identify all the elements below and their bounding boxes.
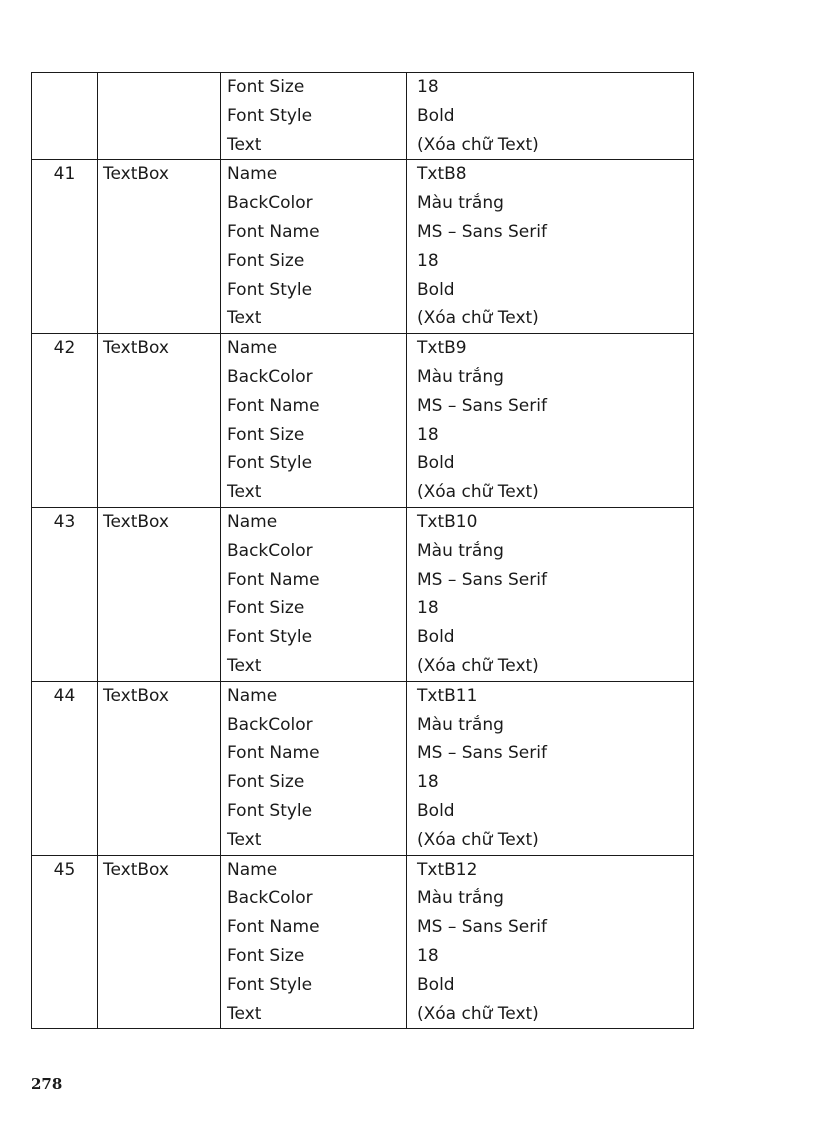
- property-value: TxtB11: [417, 685, 478, 706]
- property-value: 18: [417, 598, 439, 619]
- control-type: TextBox: [103, 164, 169, 185]
- table-row: [32, 507, 694, 681]
- property-name: Font Name: [227, 917, 320, 938]
- control-type-cell: [98, 334, 221, 508]
- property-value: Màu trắng: [417, 888, 504, 909]
- property-name: Text: [227, 482, 262, 503]
- property-value: MS – Sans Serif: [417, 221, 547, 242]
- property-value: 18: [417, 772, 439, 793]
- row-number-cell: [32, 334, 98, 508]
- control-type: TextBox: [103, 859, 169, 880]
- property-value: Bold: [417, 627, 455, 648]
- property-name: BackColor: [227, 193, 313, 214]
- property-values-cell: [407, 681, 694, 855]
- property-name: Font Style: [227, 279, 313, 300]
- control-type: [98, 73, 220, 102]
- property-name: Font Name: [227, 221, 320, 242]
- property-name: Font Size: [227, 250, 305, 271]
- row-number: 42: [53, 338, 76, 359]
- property-names-cell: [221, 681, 407, 855]
- control-type-cell: [98, 160, 221, 334]
- property-name: BackColor: [227, 888, 313, 909]
- property-name: Name: [227, 164, 278, 185]
- property-values-cell: [407, 855, 694, 1029]
- property-names-cell: [221, 507, 407, 681]
- property-names-cell: [221, 160, 407, 334]
- property-value: Bold: [417, 453, 455, 474]
- control-type-cell: [98, 681, 221, 855]
- property-name: Font Size: [227, 945, 305, 966]
- row-number: 43: [53, 511, 76, 532]
- control-type: TextBox: [103, 685, 169, 706]
- property-values-cell: [407, 334, 694, 508]
- property-value: (Xóa chữ Text): [417, 308, 539, 329]
- property-value: MS – Sans Serif: [417, 743, 547, 764]
- property-name: Text: [227, 134, 262, 155]
- property-values-cell: [407, 160, 694, 334]
- property-value: (Xóa chữ Text): [417, 134, 539, 155]
- property-name: Font Style: [227, 105, 313, 126]
- row-number: [32, 73, 97, 102]
- property-value: Bold: [417, 279, 455, 300]
- property-name: Name: [227, 859, 278, 880]
- table-row: [32, 160, 694, 334]
- row-number: 44: [53, 685, 76, 706]
- property-names-cell: [221, 855, 407, 1029]
- row-number-cell: [32, 507, 98, 681]
- property-values-cell: [407, 73, 694, 160]
- property-value: (Xóa chữ Text): [417, 482, 539, 503]
- property-value: MS – Sans Serif: [417, 395, 547, 416]
- property-name: Name: [227, 511, 278, 532]
- property-value: (Xóa chữ Text): [417, 829, 539, 850]
- property-values-cell: [407, 507, 694, 681]
- control-type-cell: [98, 855, 221, 1029]
- row-number: 45: [53, 859, 76, 880]
- property-value: Màu trắng: [417, 540, 504, 561]
- property-value: Màu trắng: [417, 366, 504, 387]
- property-value: Màu trắng: [417, 193, 504, 214]
- row-number-cell: [32, 855, 98, 1029]
- property-value: MS – Sans Serif: [417, 917, 547, 938]
- property-value: MS – Sans Serif: [417, 569, 547, 590]
- table-row: [32, 855, 694, 1029]
- property-name: Font Style: [227, 453, 313, 474]
- row-number-cell: [32, 73, 98, 160]
- property-name: BackColor: [227, 714, 313, 735]
- row-number: 41: [53, 164, 76, 185]
- property-value: Bold: [417, 105, 455, 126]
- property-name: BackColor: [227, 540, 313, 561]
- properties-table: [31, 72, 694, 1029]
- property-value: 18: [417, 424, 439, 445]
- property-value: TxtB8: [417, 164, 467, 185]
- property-name: Font Name: [227, 743, 320, 764]
- property-names-cell: [221, 73, 407, 160]
- property-name: Font Name: [227, 395, 320, 416]
- property-name: Font Size: [227, 772, 305, 793]
- property-name: Text: [227, 1003, 262, 1024]
- row-number-cell: [32, 160, 98, 334]
- property-name: Font Size: [227, 598, 305, 619]
- row-number-cell: [32, 681, 98, 855]
- property-value: (Xóa chữ Text): [417, 1003, 539, 1024]
- property-name: Text: [227, 829, 262, 850]
- property-name: Font Name: [227, 569, 320, 590]
- table-row: [32, 681, 694, 855]
- property-name: Font Size: [227, 77, 305, 97]
- property-name: Name: [227, 685, 278, 706]
- property-value: 18: [417, 945, 439, 966]
- property-value: Bold: [417, 800, 455, 821]
- property-value: TxtB10: [417, 511, 478, 532]
- property-value: (Xóa chữ Text): [417, 655, 539, 676]
- property-value: Màu trắng: [417, 714, 504, 735]
- page-number: 278: [31, 1075, 63, 1093]
- control-type: TextBox: [103, 511, 169, 532]
- property-name: Font Size: [227, 424, 305, 445]
- property-name: Text: [227, 308, 262, 329]
- property-name: BackColor: [227, 366, 313, 387]
- property-name: Name: [227, 338, 278, 359]
- table-row: [32, 334, 694, 508]
- property-value: Bold: [417, 974, 455, 995]
- control-type-cell: [98, 507, 221, 681]
- table-row: [32, 73, 694, 160]
- property-value: 18: [417, 77, 439, 97]
- property-name: Text: [227, 655, 262, 676]
- property-value: TxtB12: [417, 859, 478, 880]
- property-name: Font Style: [227, 974, 313, 995]
- control-type: TextBox: [103, 338, 169, 359]
- property-value: TxtB9: [417, 338, 467, 359]
- property-names-cell: [221, 334, 407, 508]
- property-value: 18: [417, 250, 439, 271]
- control-type-cell: [98, 73, 221, 160]
- property-name: Font Style: [227, 800, 313, 821]
- property-name: Font Style: [227, 627, 313, 648]
